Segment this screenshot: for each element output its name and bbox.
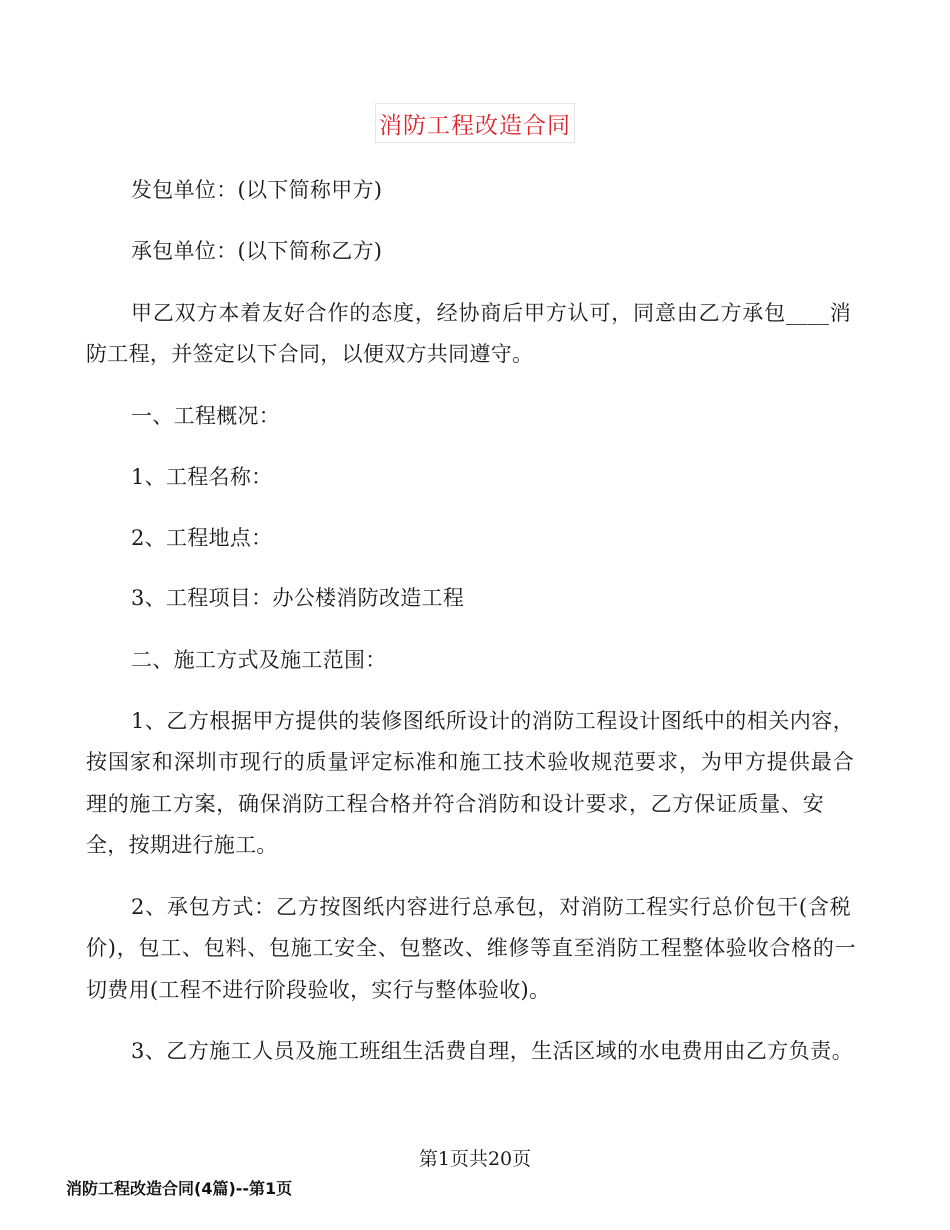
section-heading: 一、工程概况： xyxy=(131,404,281,428)
text-line: 1、工程名称： xyxy=(131,465,273,489)
text-line: 全，按期进行施工。 xyxy=(86,833,278,857)
text-line: 2、工程地点： xyxy=(131,526,273,550)
text-line: 3、乙方施工人员及施工班组生活费自理，生活区域的水电费用由乙方负责。 xyxy=(131,1039,853,1063)
text-line: 发包单位：(以下简称甲方) xyxy=(131,178,383,202)
section-heading: 二、施工方式及施工范围： xyxy=(131,648,387,672)
text-line: 理的施工方案，确保消防工程合格并符合消防和设计要求，乙方保证质量、安 xyxy=(86,792,824,816)
text-line: 甲乙双方本着友好合作的态度，经协商后甲方认可，同意由乙方承包____消 xyxy=(131,301,851,325)
text-line: 按国家和深圳市现行的质量评定标准和施工技术验收规范要求，为甲方提供最合 xyxy=(86,750,854,774)
footer-document-label: 消防工程改造合同(4篇)--第1页 xyxy=(66,1179,293,1198)
text-line: 承包单位：(以下简称乙方) xyxy=(131,239,383,263)
text-line: 3、工程项目：办公楼消防改造工程 xyxy=(131,586,465,610)
text-line: 防工程，并签定以下合同，以便双方共同遵守。 xyxy=(86,342,534,366)
text-line: 2、承包方式：乙方按图纸内容进行总承包，对消防工程实行总价包干(含税 xyxy=(131,895,851,919)
text-line: 切费用(工程不进行阶段验收，实行与整体验收)。 xyxy=(86,978,551,1002)
document-title: 消防工程改造合同 xyxy=(375,103,575,143)
text-line: 1、乙方根据甲方提供的装修图纸所设计的消防工程设计图纸中的相关内容， xyxy=(131,709,854,733)
page-indicator: 第1页共20页 xyxy=(418,1148,532,1170)
text-line: 价)，包工、包料、包施工安全、包整改、维修等直至消防工程整体验收合格的一 xyxy=(86,936,856,960)
